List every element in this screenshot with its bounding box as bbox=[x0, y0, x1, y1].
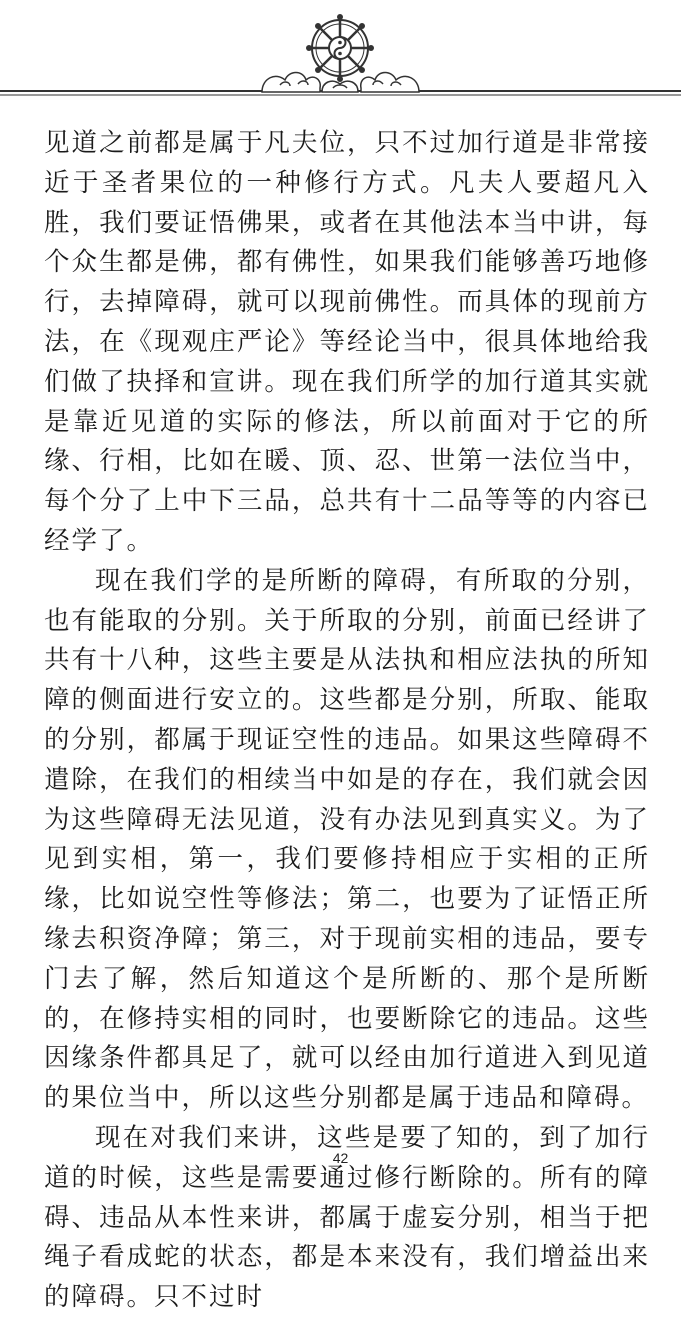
right-cloud-icon bbox=[361, 73, 419, 93]
left-cloud-icon bbox=[262, 73, 320, 93]
dharma-wheel-icon bbox=[306, 14, 374, 82]
paragraph-2: 现在我们学的是所断的障碍，有所取的分别，也有能取的分别。关于所取的分别，前面已经讲了共有十八种，这些主要是从法执和相应法执的所知障的侧面进行安立的。这些都是分别，所取、能取的分别，都属于现证空性的违品。如果这些障碍不遣除，在我们的相续当中如是的存在，我们就会因为这些障碍无法见道，没有办法见到真实义。为了见到实相，第一，我们要修持相应于实相的正所缘，比如说空性等修法；第二，也要为了证悟正所缘去积资净障；第三，对于现前实相的违品，要专门去了解，然后知道这个是所断的、那个是所断的，在修持实相的同时，也要断除它的违品。这些因缘条件都具足了，就可以经由加行道进入到见道的果位当中，所以这些分别都是属于违品和障碍。 bbox=[44, 565, 650, 1114]
paragraph-1: 见道之前都是属于凡夫位，只不过加行道是非常接近于圣者果位的一种修行方式。凡夫人要超凡入胜，我们要证悟佛果，或者在其他法本当中讲，每个众生都是佛，都有佛性，如果我们能够善巧地修行，去掉障碍，就可以现前佛性。而具体的现前方法，在《现观庄严论》等经论当中，很具体地给我们做了抉择和宣讲。现在我们所学的加行道其实就是靠近见道的实际的修法，所以前面对于它的所缘、行相，比如在暖、顶、忍、世第一法位当中，每个分了上中下三品，总共有十二品等等的内容已经学了。 bbox=[44, 128, 650, 556]
page-number: 42 bbox=[332, 1150, 349, 1166]
paragraph-3: 现在对我们来讲，这些是要了知的，到了加行道的时候，这些是需要通过修行断除的。所有的障碍、违品从本性来讲，都属于虚妄分别，相当于把绳子看成蛇的状态，都是本来没有，我们增益出来的障碍。只不过时 bbox=[44, 1122, 650, 1313]
page-body bbox=[44, 124, 650, 1318]
header-ornament bbox=[0, 0, 681, 110]
page-header bbox=[0, 0, 681, 110]
lotus-base-icon bbox=[322, 81, 358, 92]
